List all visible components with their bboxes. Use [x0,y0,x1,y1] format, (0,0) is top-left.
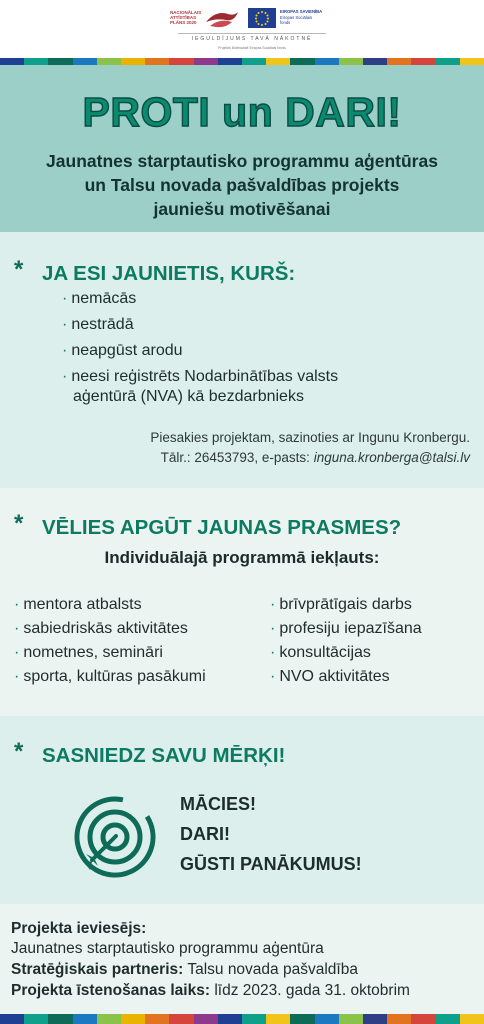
stripe-segment [218,1014,242,1024]
stripe-segment [315,1014,339,1024]
stripe-segment [290,1014,314,1024]
list-item: · NVO aktivitātes [270,668,390,685]
stripe-segment [194,58,218,65]
stripe-segment [194,1014,218,1024]
contact-line: Piesakies projektam, sazinoties ar Ingunu Kronbergu. [150,430,470,445]
list-item: · neesi reģistrēts Nodarbinātības valsts [62,368,339,385]
stripe-segment [436,58,460,65]
hero-banner [0,65,484,232]
section-heading: VĒLIES APGŪT JAUNAS PRASMES? [42,516,402,539]
stripe-segment [121,58,145,65]
partner-line: Stratēģiskais partneris: Talsu novada pašvaldība [11,961,358,978]
stripe-segment [363,58,387,65]
stripe-segment [0,1014,24,1024]
logo-divider [178,33,326,34]
list-item: · konsultācijas [270,644,371,661]
stripe-segment [460,58,484,65]
stripe-segment [24,1014,48,1024]
list-item: · sporta, kultūras pasākumi [14,668,206,685]
stripe-segment [97,58,121,65]
stripe-segment [266,1014,290,1024]
logo-note: Projekts līdzfinansē Eiropas Sociālais fonds [218,46,286,50]
list-item: · brīvprātīgais darbs [270,596,412,613]
stripe-segment [290,58,314,65]
stripe-segment [242,1014,266,1024]
stripe-segment [242,58,266,65]
stripe-segment [48,1014,72,1024]
stripe-segment [436,1014,460,1024]
contact-email[interactable]: inguna.kronberga@talsi.lv [313,450,470,465]
section-heading: JA ESI JAUNIETIS, KURŠ: [42,262,296,285]
stripe-segment [73,1014,97,1024]
page-title: PROTI un DARI! [82,89,402,135]
list-item: · neapgūst arodu [62,342,183,359]
stripe-segment [460,1014,484,1024]
implementer-label: Projekta ieviesējs: [11,920,147,937]
project-footer [0,904,484,1014]
stripe-segment [73,58,97,65]
list-item: · mentora atbalsts [14,596,142,613]
list-item: · sabiedriskās aktivitātes [14,620,188,637]
logo-slogan: IEGULDĪJUMS TAVĀ NĀKOTNĒ [191,36,313,42]
contact-details: Tālr.: 26453793, e-pasts: inguna.kronberga@talsi.lv [160,450,470,465]
eu-logo-text: EIROPAS SAVIENĪBA Eiropas Sociālais fonds [280,9,323,25]
color-stripe-bottom [0,1014,484,1024]
hero-subtitle: Jaunatnes starptautisko programmu aģentūras un Talsu novada pašvaldības projekts jauniešu motivēšanai [46,151,438,219]
stripe-segment [169,1014,193,1024]
stripe-segment [97,1014,121,1024]
list-item: · nemācās [62,290,137,307]
stripe-segment [24,58,48,65]
stripe-segment [411,58,435,65]
stripe-segment [145,1014,169,1024]
section-skills [0,488,484,716]
stripe-segment [387,1014,411,1024]
stripe-segment [315,58,339,65]
stripe-segment [218,58,242,65]
stripe-segment [387,58,411,65]
logo-header [0,0,484,58]
stripe-segment [121,1014,145,1024]
stripe-segment [363,1014,387,1024]
list-item-continuation: aģentūrā (NVA) kā bezdarbnieks [73,388,304,405]
eu-flag-icon [248,8,276,28]
stripe-segment [339,1014,363,1024]
star-icon: * [14,738,24,765]
stripe-segment [0,58,24,65]
section-goal [0,716,484,904]
color-stripe-top [0,58,484,65]
motto-line: GŪSTI PANĀKUMUS! [180,854,362,874]
list-item: · nometnes, semināri [14,644,163,661]
target-arrow-icon [72,794,158,880]
stripe-segment [169,58,193,65]
list-item: · profesiju iepazīšana [270,620,422,637]
nap-swoosh-icon [204,8,240,30]
duration-line: Projekta īstenošanas laiks: līdz 2023. gada 31. oktobrim [11,982,410,999]
section-subheading: Individuālajā programmā iekļauts: [104,548,380,567]
section-heading: SASNIEDZ SAVU MĒRĶI! [42,744,286,767]
motto-line: MĀCIES! [180,794,256,814]
star-icon: * [14,510,24,537]
motto-line: DARI! [180,824,230,844]
nap-logo [170,6,242,32]
nap-logo-text: NACIONĀLAIS ATTĪSTĪBAS PLĀNS 2020 [170,10,202,25]
section-eligibility [0,232,484,488]
stripe-segment [339,58,363,65]
star-icon: * [14,256,24,283]
stripe-segment [48,58,72,65]
stripe-segment [411,1014,435,1024]
stripe-segment [266,58,290,65]
stripe-segment [145,58,169,65]
list-item: · nestrādā [62,316,134,333]
eu-logo [248,6,328,32]
implementer-value: Jaunatnes starptautisko programmu aģentūra [11,940,324,957]
